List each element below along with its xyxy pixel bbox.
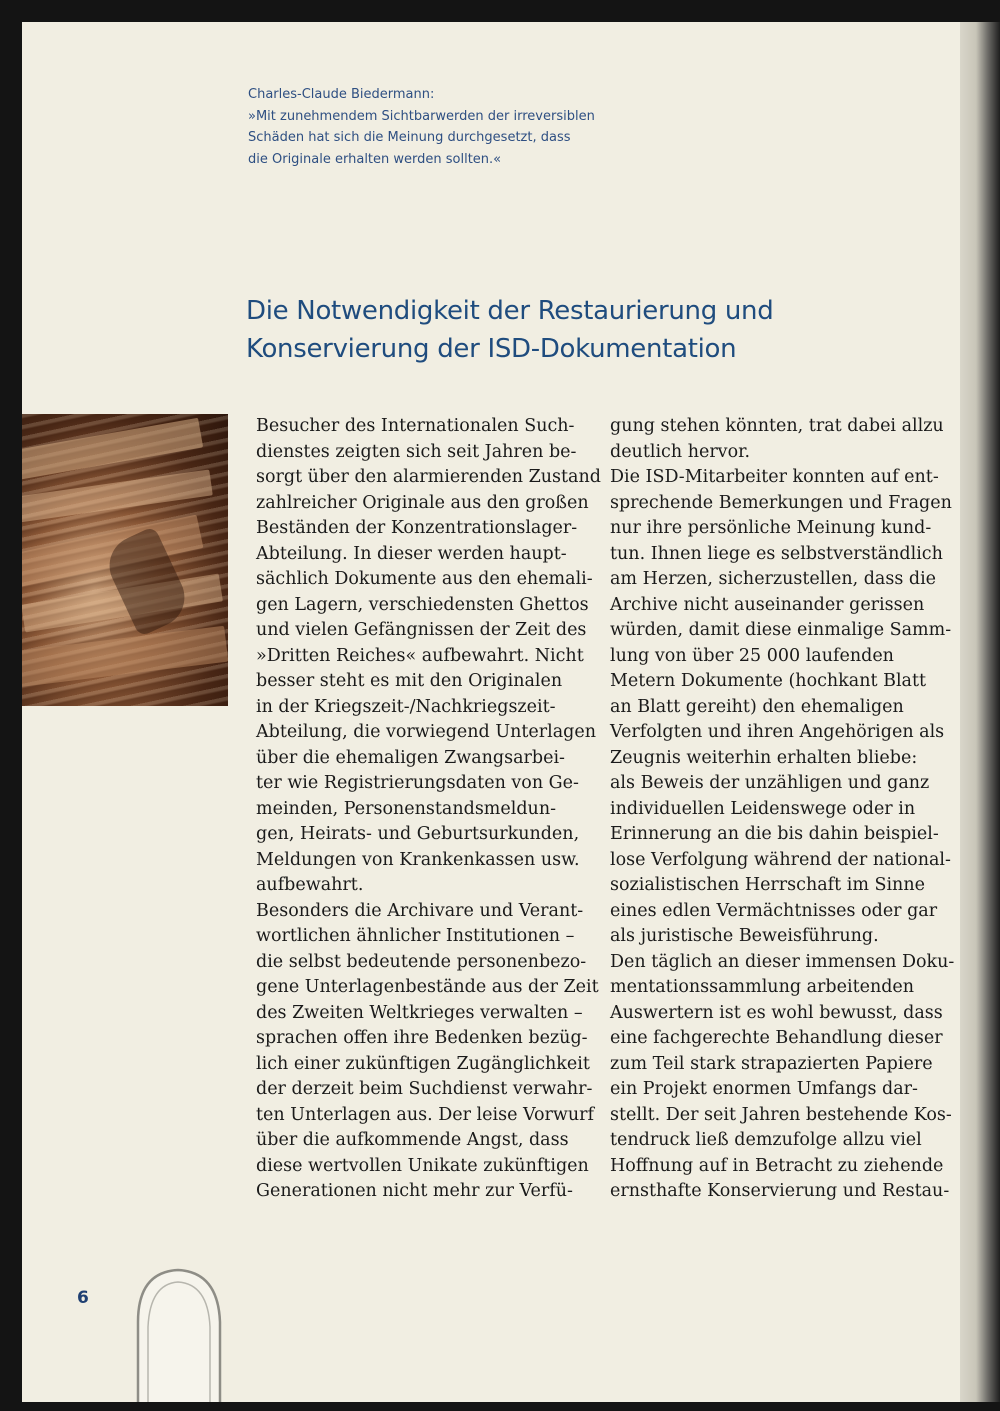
text-line: sprechende Bemerkungen und Fragen	[610, 492, 952, 513]
text-line: lose Verfolgung während der national-	[610, 849, 951, 870]
page-number: 6	[77, 1288, 89, 1308]
quote-author: Charles-Claude Biedermann:	[248, 87, 435, 102]
text-line: individuellen Leidenswege oder in	[610, 798, 916, 819]
text-line: des Zweiten Weltkrieges verwalten –	[256, 1002, 583, 1023]
text-line: am Herzen, sicherzustellen, dass die	[610, 569, 937, 589]
plastic-clip	[130, 1252, 230, 1402]
quote-line: »Mit zunehmendem Sichtbarwerden der irreversiblen	[248, 108, 595, 124]
text-line: Die ISD-Mitarbeiter konnten auf ent-	[610, 467, 939, 487]
text-line: gen Lagern, verschiedensten Ghettos	[256, 594, 589, 615]
text-line: Abteilung, die vorwiegend Unterlagen	[256, 722, 596, 742]
heading-line: Die Notwendigkeit der Restaurierung und	[246, 296, 774, 326]
pull-quote	[248, 84, 668, 170]
text-line: ernsthafte Konservierung und Restau-	[610, 1181, 950, 1201]
text-line: Erinnerung an die bis dahin beispiel-	[610, 824, 939, 844]
text-line: Besucher des Internationalen Such-	[256, 416, 575, 436]
text-line: »Dritten Reiches« aufbewahrt. Nicht	[256, 645, 584, 666]
text-line: eines edlen Vermächtnisses oder gar	[610, 900, 938, 921]
text-line: die selbst bedeutende personenbezo-	[256, 951, 587, 972]
text-line: an Blatt gereiht) den ehemaligen	[610, 696, 904, 717]
text-line: über die ehemaligen Zwangsarbei-	[256, 747, 565, 768]
text-line: Verfolgten und ihren Angehörigen als	[610, 722, 945, 742]
text-line: dienstes zeigten sich seit Jahren be-	[256, 441, 577, 462]
text-line: eine fachgerechte Behandlung dieser	[610, 1028, 943, 1048]
heading-line: Konservierung der ISD-Dokumentation	[246, 334, 737, 364]
text-line: Generationen nicht mehr zur Verfü-	[256, 1181, 573, 1201]
text-line: ein Projekt enormen Umfangs dar-	[610, 1079, 918, 1099]
text-line: diese wertvollen Unikate zukünftigen	[256, 1155, 589, 1176]
text-line: mentationssammlung arbeitenden	[610, 977, 915, 997]
text-line: und vielen Gefängnissen der Zeit des	[256, 620, 587, 640]
section-heading	[246, 292, 946, 368]
text-line: sozialistischen Herrschaft im Sinne	[610, 875, 925, 895]
text-line: über die aufkommende Angst, dass	[256, 1130, 569, 1150]
text-line: sächlich Dokumente aus den ehemali-	[256, 569, 593, 589]
text-line: Hoffnung auf in Betracht zu ziehende	[610, 1155, 944, 1176]
text-line: gene Unterlagenbestände aus der Zeit	[256, 977, 599, 997]
text-line: Metern Dokumente (hochkant Blatt	[610, 671, 927, 691]
text-line: lung von über 25 000 laufenden	[610, 645, 894, 666]
damaged-documents-photo	[22, 414, 228, 706]
text-line: Auswertern ist es wohl bewusst, dass	[610, 1002, 943, 1023]
text-line: gung stehen könnten, trat dabei allzu	[610, 416, 944, 436]
quote-line: Schäden hat sich die Meinung durchgesetzt, dass	[248, 130, 571, 145]
text-line: Abteilung. In dieser werden haupt-	[256, 543, 567, 564]
body-column-left	[256, 414, 601, 1205]
body-column-right	[610, 414, 954, 1205]
text-line: Archive nicht auseinander gerissen	[610, 594, 925, 615]
text-line: als juristische Beweisführung.	[610, 926, 879, 946]
document-page	[22, 22, 988, 1402]
text-line: ter wie Registrierungsdaten von Ge-	[256, 773, 579, 793]
text-line: zahlreicher Originale aus den großen	[256, 492, 589, 513]
text-line: tendruck ließ demzufolge allzu viel	[610, 1130, 922, 1150]
text-line: als Beweis der unzähligen und ganz	[610, 773, 930, 793]
text-line: gen, Heirats- und Geburtsurkunden,	[256, 824, 580, 844]
text-line: sorgt über den alarmierenden Zustand	[256, 467, 601, 487]
text-line: Den täglich an dieser immensen Doku-	[610, 951, 955, 972]
text-line: zum Teil stark strapazierten Papiere	[610, 1053, 933, 1074]
text-line: sprachen offen ihre Bedenken bezüg-	[256, 1028, 588, 1048]
text-line: Meldungen von Krankenkassen usw.	[256, 849, 580, 870]
text-line: ten Unterlagen aus. Der leise Vorwurf	[256, 1104, 595, 1125]
text-line: Beständen der Konzentrationslager-	[256, 518, 578, 538]
text-line: tun. Ihnen liege es selbstverständlich	[610, 543, 943, 564]
text-line: würden, damit diese einmalige Samm-	[610, 620, 952, 640]
text-line: meinden, Personenstandsmeldun-	[256, 798, 557, 819]
text-line: stellt. Der seit Jahren bestehende Kos-	[610, 1104, 952, 1125]
text-line: nur ihre persönliche Meinung kund-	[610, 518, 932, 538]
text-line: wortlichen ähnlicher Institutionen –	[256, 926, 575, 946]
text-line: Zeugnis weiterhin erhalten bliebe:	[610, 747, 918, 768]
page-edge	[960, 22, 1000, 1402]
text-line: Besonders die Archivare und Verant-	[256, 900, 584, 921]
text-line: in der Kriegszeit-/Nachkriegszeit-	[256, 696, 556, 717]
text-line: der derzeit beim Suchdienst verwahr-	[256, 1079, 593, 1099]
text-line: besser steht es mit den Originalen	[256, 671, 563, 691]
text-line: lich einer zukünftigen Zugänglichkeit	[256, 1053, 590, 1074]
text-line: aufbewahrt.	[256, 875, 364, 895]
quote-line: die Originale erhalten werden sollten.«	[248, 151, 502, 167]
text-line: deutlich hervor.	[610, 441, 751, 462]
